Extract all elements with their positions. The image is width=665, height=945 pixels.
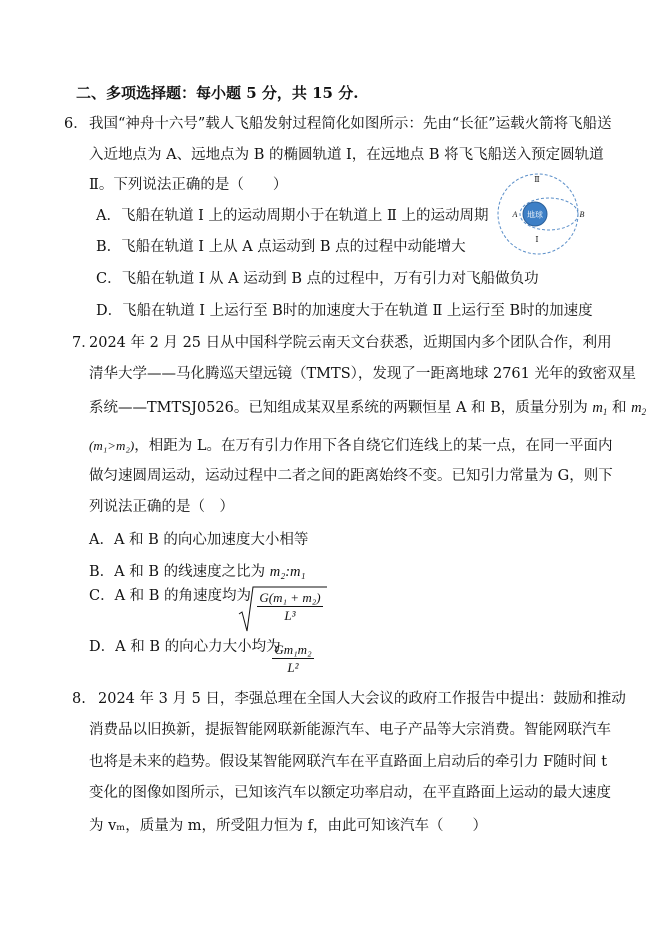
q7-m2-letter: m <box>631 400 642 416</box>
q7-option-a: A．A 和 B 的向心加速度大小相等 <box>89 532 309 548</box>
q7-option-d-denominator: L² <box>287 660 299 675</box>
q7-option-c-fraction <box>253 590 327 623</box>
q6-line-3: Ⅱ。下列说法正确的是（ ） <box>89 177 288 193</box>
q6-option-d: D．飞船在轨道 Ⅰ 上运行至 B时的加速度大于在轨道 Ⅱ 上运行至 B时的加速度 <box>96 303 593 319</box>
q7-line-2: 清华大学——马化腾巡天望远镜（TMTS），发现了一距离地球 2761 光年的致密双星 <box>89 366 636 382</box>
point-b-label: B <box>579 210 585 219</box>
q7-number: 7． <box>72 335 96 351</box>
orbit-ii-label: Ⅱ <box>534 175 540 184</box>
q7-line-1: 2024 年 2 月 25 日从中国科学院云南天文台获悉，近期国内多个团队合作，利用 <box>89 335 612 351</box>
orbit-diagram <box>486 170 592 256</box>
q6-line-2: 入近地点为 A、远地点为 B 的椭圆轨道 Ⅰ，在远地点 B 将飞飞船送入预定圆轨道 <box>89 147 604 163</box>
q8-line-4: 变化的图像如图所示，已知该汽车以额定功率启动，在平直路面上运动的最大速度 <box>89 785 611 801</box>
q6-number: 6． <box>64 116 88 132</box>
orbit-i-label: Ⅰ <box>535 235 539 244</box>
q7-line-4 <box>89 437 613 455</box>
q7-line-3 <box>89 399 646 421</box>
q8-line-5: 为 vₘ，质量为 m，所受阻力恒为 f，由此可知该汽车（ ） <box>89 818 488 834</box>
q7-option-b-ratio: m₂:m₁ <box>269 564 306 580</box>
q7-line-3-text: 系统——TMTSJ0526。已知组成某双星系统的两颗恒星 A 和 B，质量分别为 <box>89 400 593 416</box>
q8-line-2: 消费品以旧换新，提振智能网联新能源汽车、电子产品等大宗消费。智能网联汽车 <box>89 722 611 738</box>
q7-and: 和 <box>607 400 632 416</box>
q7-option-d: D．A 和 B 的向心力大小均为 <box>89 639 281 655</box>
q7-option-c-denominator: L³ <box>284 608 296 623</box>
q7-line-4-text: ，相距为 L。在万有引力作用下各自绕它们连线上的某一点，在同一平面内 <box>134 438 613 454</box>
q8-line-1: 2024 年 3 月 5 日，李强总理在全国人大会议的政府工作报告中提出：鼓励和推动 <box>98 691 626 707</box>
q7-option-b <box>89 563 306 581</box>
q7-line-5: 做匀速圆周运动，运动过程中二者之间的距离始终不变。已知引力常量为 G，则下 <box>89 468 613 484</box>
q7-m1: $m_1$ <box>592 400 608 417</box>
q7-mass-relation: (m₁>m₂) <box>89 438 135 453</box>
q6-option-c: C．飞船在轨道 Ⅰ 从 A 运动到 B 点的过程中，万有引力对飞船做负功 <box>96 271 539 287</box>
q7-option-d-numerator: Gm₁m₂ <box>274 642 312 657</box>
q8-line-3: 也将是未来的趋势。假设某智能网联汽车在平直路面上启动后的牵引力 F随时间 t <box>89 754 608 770</box>
q7-option-c: C．A 和 B 的角速度均为 <box>89 588 252 604</box>
section-heading: 二、多项选择题：每小题 5 分，共 15 分. <box>76 84 359 102</box>
q7-option-d-fraction <box>267 642 319 675</box>
point-a-label: A <box>512 210 518 219</box>
q7-line-6: 列说法正确的是（ ） <box>89 499 234 515</box>
q7-m2: $m_2$ <box>631 400 647 417</box>
q6-option-b: B．飞船在轨道 Ⅰ 上从 A 点运动到 B 点的过程中动能增大 <box>96 239 466 255</box>
q8-number: 8. <box>72 691 86 707</box>
q7-option-c-numerator: G(m₁ + m₂) <box>259 590 321 605</box>
earth-label: 地球 <box>527 210 543 220</box>
q6-option-a: A．飞船在轨道 Ⅰ 上的运动周期小于在轨道上 Ⅱ 上的运动周期 <box>96 208 489 224</box>
q6-line-1: 我国“神舟十六号”载人飞船发射过程简化如图所示：先由“长征”运载火箭将飞船送 <box>89 116 612 132</box>
q7-m1-letter: m <box>592 400 603 416</box>
q7-option-b-text: B．A 和 B 的线速度之比为 <box>89 564 270 580</box>
